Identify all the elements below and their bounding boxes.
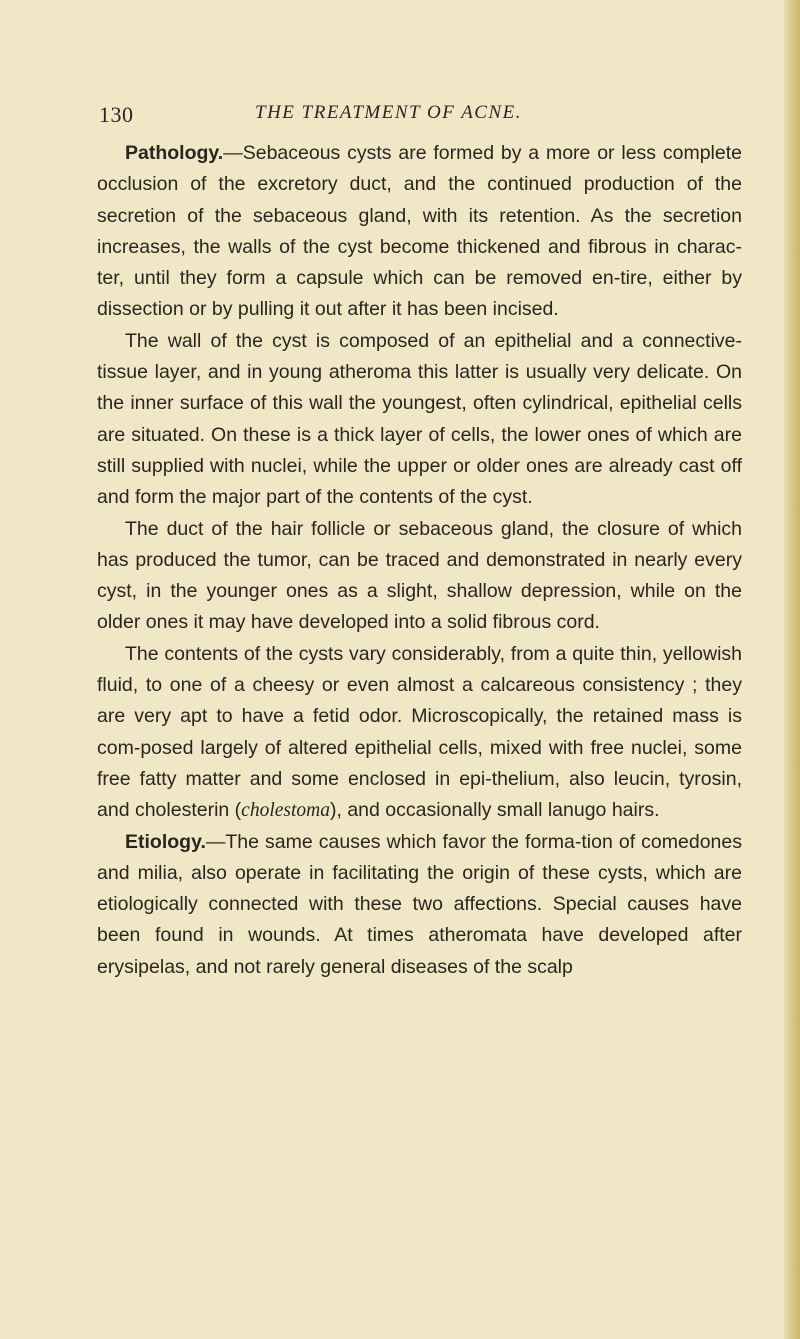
paragraph-text: —Sebaceous cysts are formed by a more or less complete occlusion of the excretory duct, and the continued production of the secretion of the sebaceous gland, with its retention. As the secretion increases, the walls of the cyst become thickened and fibrous in charac-ter, until they form a capsule which can be removed en-tire, either by dissection or by pulling it out after it has been incised. xyxy=(97,142,742,321)
paragraph-text: —The same causes which favor the forma-tion of comedones and milia, also operate in facilitating the origin of these cysts, which are etiologically connected with these two affections. Special causes have been found in wounds. At times atheromata have developed after erysipelas, and not rarely general diseases of the scalp xyxy=(97,830,742,978)
paragraph-pathology xyxy=(97,138,742,326)
paragraph-text: The duct of the hair follicle or sebaceous gland, the closure of which has produced the tumor, can be traced and demonstrated in nearly every cyst, in the younger ones as a slight, shallow depression, while on the older ones it may have developed into a solid fibrous cord. xyxy=(97,517,742,634)
book-page xyxy=(97,92,742,983)
paragraph-text: The contents of the cysts vary considerably, from a quite thin, yellowish fluid, to one of a cheesy or even almost a calcareous consistency ; they are very apt to have a fetid odor. Microscopically, the retained mass is com-posed largely of altered epithelial cells, mixed with free nuclei, some free fatty matter and some enclosed in epi-thelium, also leucin, tyrosin, and cholesterin ( xyxy=(97,642,742,822)
section-heading-pathology: Pathology. xyxy=(125,142,224,164)
running-title: THE TREATMENT OF ACNE. xyxy=(255,102,523,123)
page-number: 130 xyxy=(99,102,134,127)
paragraph-text: ), and occasionally small lanugo hairs. xyxy=(330,799,660,822)
section-heading-etiology: Etiology. xyxy=(125,830,206,853)
paragraph-text: The wall of the cyst is composed of an epithelial and a connective-tissue layer, and in young atheroma this latter is usually very delicate. On the inner surface of this wall the youngest, often cylindrical, epithelial cells are situated. On these is a thick layer of cells, the lower ones of which are still supplied with nuclei, while the upper or older ones are already cast off and form the major part of the contents of the cyst. xyxy=(97,329,742,509)
running-head xyxy=(97,92,742,132)
paragraph-duct xyxy=(97,514,742,639)
paragraph-etiology xyxy=(97,827,742,983)
italic-term: cholestoma xyxy=(241,800,330,822)
paragraph-contents xyxy=(97,639,742,827)
paragraph-cyst-wall xyxy=(97,326,742,514)
page-edge-shadow xyxy=(784,0,800,1339)
body-text xyxy=(97,138,742,983)
